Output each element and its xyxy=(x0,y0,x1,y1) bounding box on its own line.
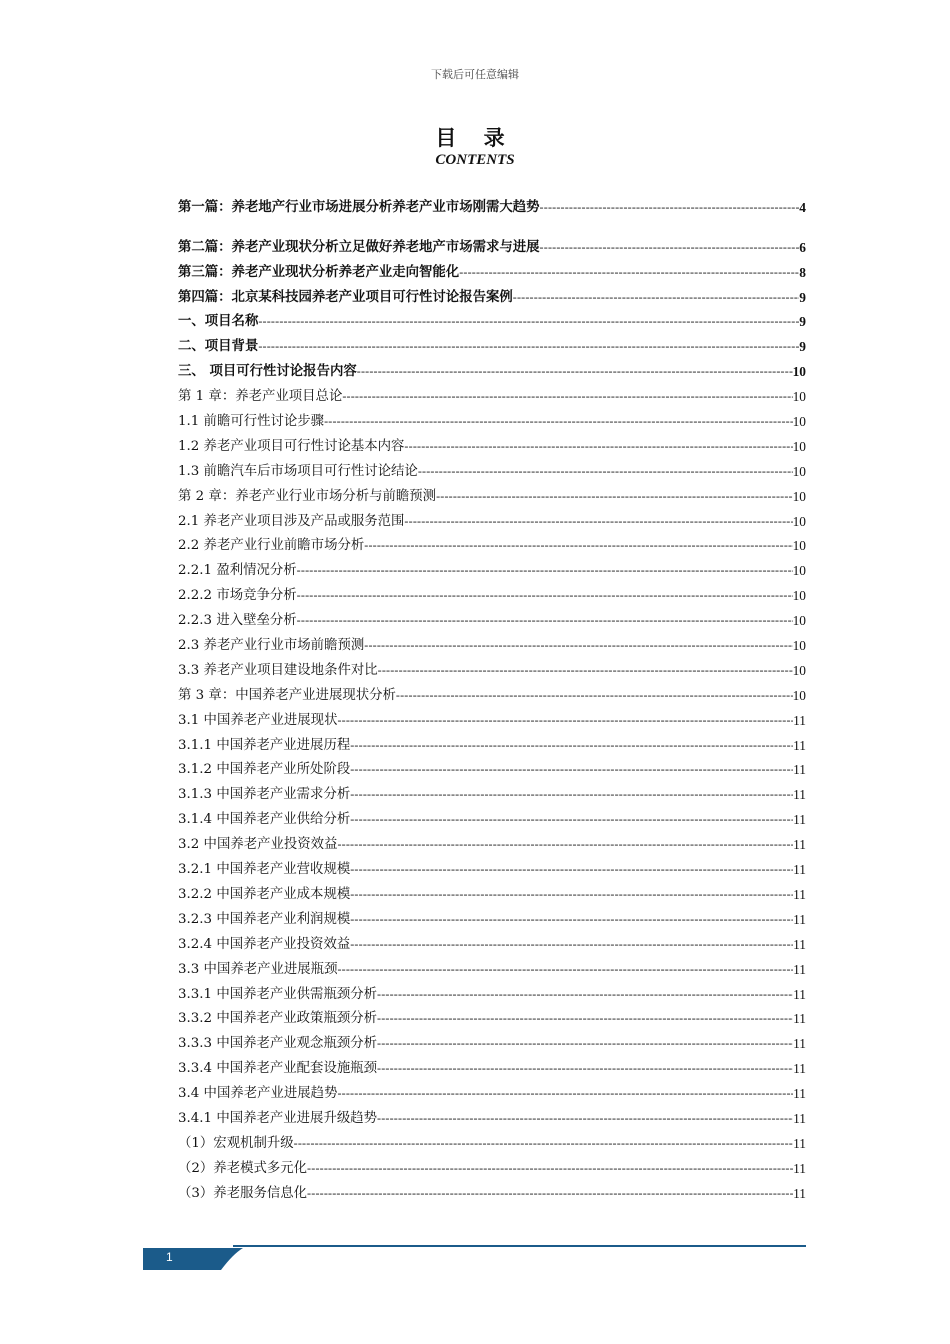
toc-entry-label: 3.3 养老产业项目建设地条件对比 xyxy=(178,662,378,678)
toc-entry-page: 10 xyxy=(792,563,806,579)
toc-entry-page: 4 xyxy=(799,199,806,215)
toc-entry-label: 一、项目名称 xyxy=(178,313,259,330)
toc-leader-dashes xyxy=(357,363,793,380)
toc-leader-dashes xyxy=(258,313,799,330)
page-number: 1 xyxy=(166,1250,173,1264)
footer-bar xyxy=(143,1244,806,1272)
toc-entry[interactable] xyxy=(178,1127,806,1152)
toc-leader-dashes xyxy=(350,786,793,803)
toc-entry-label: 3.2.3 中国养老产业利润规模 xyxy=(178,911,351,927)
toc-entry[interactable] xyxy=(178,480,806,505)
toc-entry[interactable] xyxy=(178,629,806,654)
toc-entry-page: 10 xyxy=(792,364,806,380)
toc-entry-page: 11 xyxy=(793,737,806,753)
toc-entry[interactable] xyxy=(178,878,806,903)
toc-entry-page: 11 xyxy=(793,712,806,728)
toc-leader-dashes xyxy=(337,712,793,729)
toc-entry[interactable] xyxy=(178,654,806,679)
toc-entry-label: 1.1 前瞻可行性讨论步骤 xyxy=(178,414,325,430)
toc-entry[interactable] xyxy=(178,1052,806,1077)
toc-leader-dashes xyxy=(350,886,793,903)
toc-entry-label: 3.1.3 中国养老产业需求分析 xyxy=(178,787,351,803)
toc-leader-dashes xyxy=(418,463,793,480)
toc-entry[interactable] xyxy=(178,1027,806,1052)
toc-leader-dashes xyxy=(307,1160,793,1177)
toc-entry-label: 3.4 中国养老产业进展趋势 xyxy=(178,1086,338,1102)
toc-entry-page: 10 xyxy=(792,488,806,504)
toc-entry[interactable] xyxy=(178,1077,806,1102)
toc-entry-label: 第一篇：养老地产行业市场进展分析养老产业市场刚需大趋势 xyxy=(178,198,540,215)
toc-leader-dashes xyxy=(350,737,793,754)
toc-entry[interactable] xyxy=(178,928,806,953)
toc-entry-label: 第 1 章：养老产业项目总论 xyxy=(178,389,343,405)
toc-entry[interactable] xyxy=(178,430,806,455)
toc-entry-label: 第 3 章：中国养老产业进展现状分析 xyxy=(178,687,396,703)
toc-entry[interactable] xyxy=(178,1102,806,1127)
toc-entry[interactable] xyxy=(178,953,806,978)
toc-entry[interactable] xyxy=(178,455,806,480)
toc-entry-page: 9 xyxy=(799,339,806,355)
toc-leader-dashes xyxy=(436,488,793,505)
toc-leader-dashes xyxy=(342,388,792,405)
toc-entry[interactable] xyxy=(178,679,806,704)
toc-entry-label: （3）养老服务信息化 xyxy=(178,1185,308,1201)
toc-entry-page: 11 xyxy=(793,1011,806,1027)
toc-entry-page: 10 xyxy=(792,538,806,554)
toc-entry[interactable] xyxy=(178,505,806,530)
toc-entry[interactable] xyxy=(178,729,806,754)
toc-entry-label: 第 2 章：养老产业行业市场分析与前瞻预测 xyxy=(178,488,437,504)
toc-entry-label: 3.2 中国养老产业投资效益 xyxy=(178,837,338,853)
toc-entry-page: 10 xyxy=(792,438,806,454)
toc-entry-label: 2.1 养老产业项目涉及产品或服务范围 xyxy=(178,513,405,529)
toc-leader-dashes xyxy=(404,438,792,455)
toc-leader-dashes xyxy=(377,1010,793,1027)
toc-entry[interactable] xyxy=(178,231,806,256)
toc-entry-page: 10 xyxy=(792,513,806,529)
toc-entry[interactable] xyxy=(178,256,806,281)
toc-entry-page: 11 xyxy=(793,837,806,853)
toc-entry[interactable] xyxy=(178,1177,806,1202)
toc-entry-page: 11 xyxy=(793,787,806,803)
toc-entry-label: 2.2.1 盈利情况分析 xyxy=(178,563,297,579)
toc-leader-dashes xyxy=(459,264,799,281)
toc-entry-label: 3.3.3 中国养老产业观念瓶颈分析 xyxy=(178,1036,378,1052)
toc-entry-page: 10 xyxy=(792,389,806,405)
toc-entry[interactable] xyxy=(178,1003,806,1028)
toc-entry[interactable] xyxy=(178,903,806,928)
toc-entry[interactable] xyxy=(178,191,806,216)
toc-leader-dashes xyxy=(297,612,793,629)
toc-entry[interactable] xyxy=(178,828,806,853)
toc-entry-label: （2）养老模式多元化 xyxy=(178,1160,308,1176)
toc-entry-page: 11 xyxy=(793,862,806,878)
toc-entry-page: 10 xyxy=(792,662,806,678)
toc-entry[interactable] xyxy=(178,754,806,779)
toc-entry-page: 10 xyxy=(792,638,806,654)
toc-entry-page: 11 xyxy=(793,886,806,902)
toc-entry-label: 3.3 中国养老产业进展瓶颈 xyxy=(178,961,338,977)
toc-entry-page: 11 xyxy=(793,1036,806,1052)
toc-leader-dashes xyxy=(377,1060,793,1077)
toc-entry-page: 11 xyxy=(793,762,806,778)
toc-entry-page: 11 xyxy=(793,1061,806,1077)
toc-entry-label: 三、 项目可行性讨论报告内容 xyxy=(178,363,357,380)
toc-entry-page: 11 xyxy=(793,1185,806,1201)
toc-entry-label: （1）宏观机制升级 xyxy=(178,1135,294,1151)
toc-leader-dashes xyxy=(377,986,793,1003)
toc-entry-label: 3.2.2 中国养老产业成本规模 xyxy=(178,886,351,902)
toc-leader-dashes xyxy=(337,1085,793,1102)
toc-entry-label: 3.1 中国养老产业进展现状 xyxy=(178,712,338,728)
toc-entry-page: 11 xyxy=(793,986,806,1002)
toc-entry-label: 3.2.1 中国养老产业营收规模 xyxy=(178,862,351,878)
toc-entry-page: 10 xyxy=(792,414,806,430)
toc-entry-page: 11 xyxy=(793,911,806,927)
toc-leader-dashes xyxy=(540,199,800,216)
toc-leader-dashes xyxy=(294,1135,793,1152)
toc-entry-page: 11 xyxy=(793,936,806,952)
toc-entry-label: 3.2.4 中国养老产业投资效益 xyxy=(178,936,351,952)
toc-leader-dashes xyxy=(324,413,793,430)
toc-entry[interactable] xyxy=(178,778,806,803)
toc-entry-page: 10 xyxy=(792,588,806,604)
toc-leader-dashes xyxy=(307,1185,793,1202)
toc-leader-dashes xyxy=(513,289,800,306)
toc-entry-label: 3.1.2 中国养老产业所处阶段 xyxy=(178,762,351,778)
toc-entry[interactable] xyxy=(178,330,806,355)
toc-entry[interactable] xyxy=(178,604,806,629)
toc-entry-page: 11 xyxy=(793,1135,806,1151)
toc-entry-label: 3.1.1 中国养老产业进展历程 xyxy=(178,737,351,753)
toc-entry-page: 11 xyxy=(793,1110,806,1126)
toc-entry-label: 2.2.2 市场竞争分析 xyxy=(178,588,297,604)
footer-accent-shape xyxy=(143,1248,243,1270)
page-subtitle: CONTENTS xyxy=(435,152,515,168)
toc-entry[interactable] xyxy=(178,554,806,579)
toc-leader-dashes xyxy=(350,811,793,828)
toc-entry-page: 11 xyxy=(793,812,806,828)
toc-entry-page: 11 xyxy=(793,1086,806,1102)
toc-entry-page: 8 xyxy=(799,264,806,280)
toc-entry-label: 1.3 前瞻汽车后市场项目可行性讨论结论 xyxy=(178,463,418,479)
toc-leader-dashes xyxy=(377,1035,793,1052)
toc-entry[interactable] xyxy=(178,355,806,380)
toc-entry[interactable] xyxy=(178,579,806,604)
header-note: 下载后可任意编辑 xyxy=(431,68,519,81)
toc-entry-page: 11 xyxy=(793,961,806,977)
toc-entry-label: 3.3.2 中国养老产业政策瓶颈分析 xyxy=(178,1011,378,1027)
table-of-contents xyxy=(178,191,806,1202)
toc-entry[interactable] xyxy=(178,803,806,828)
toc-entry-page: 10 xyxy=(792,613,806,629)
toc-entry[interactable] xyxy=(178,281,806,306)
toc-entry-page: 6 xyxy=(799,239,806,255)
toc-entry-page: 9 xyxy=(799,314,806,330)
toc-leader-dashes xyxy=(404,513,792,530)
toc-entry[interactable] xyxy=(178,978,806,1003)
toc-leader-dashes xyxy=(377,1110,793,1127)
toc-entry-label: 3.3.1 中国养老产业供需瓶颈分析 xyxy=(178,986,378,1002)
toc-entry-label: 3.1.4 中国养老产业供给分析 xyxy=(178,812,351,828)
toc-leader-dashes xyxy=(350,911,793,928)
toc-entry-label: 2.2 养老产业行业前瞻市场分析 xyxy=(178,538,365,554)
toc-leader-dashes xyxy=(378,662,793,679)
toc-leader-dashes xyxy=(364,637,792,654)
toc-entry-label: 3.4.1 中国养老产业进展升级趋势 xyxy=(178,1110,378,1126)
toc-entry-label: 二、项目背景 xyxy=(178,338,259,355)
toc-leader-dashes xyxy=(337,836,793,853)
toc-leader-dashes xyxy=(350,861,793,878)
toc-leader-dashes xyxy=(337,961,793,978)
toc-entry[interactable] xyxy=(178,1152,806,1177)
toc-entry-label: 第四篇：北京某科技园养老产业项目可行性讨论报告案例 xyxy=(178,288,513,305)
toc-entry[interactable] xyxy=(178,405,806,430)
toc-entry-label: 2.2.3 进入壁垒分析 xyxy=(178,613,297,629)
toc-entry-label: 第三篇：养老产业现状分析养老产业走向智能化 xyxy=(178,263,460,280)
toc-leader-dashes xyxy=(396,687,793,704)
toc-entry[interactable] xyxy=(178,306,806,331)
toc-entry-page: 10 xyxy=(792,463,806,479)
toc-entry-page: 9 xyxy=(799,289,806,305)
toc-leader-dashes xyxy=(540,239,800,256)
toc-entry-label: 3.3.4 中国养老产业配套设施瓶颈 xyxy=(178,1061,378,1077)
toc-entry-page: 10 xyxy=(792,687,806,703)
toc-leader-dashes xyxy=(297,587,793,604)
toc-leader-dashes xyxy=(364,537,792,554)
toc-entry[interactable] xyxy=(178,704,806,729)
footer-rule xyxy=(233,1245,806,1247)
toc-leader-dashes xyxy=(258,338,799,355)
toc-leader-dashes xyxy=(297,562,793,579)
toc-leader-dashes xyxy=(350,936,793,953)
toc-entry[interactable] xyxy=(178,530,806,555)
toc-entry-page: 11 xyxy=(793,1160,806,1176)
toc-entry-label: 1.2 养老产业项目可行性讨论基本内容 xyxy=(178,438,405,454)
toc-entry-label: 第二篇：养老产业现状分析立足做好养老地产市场需求与进展 xyxy=(178,238,540,255)
toc-entry[interactable] xyxy=(178,380,806,405)
page-title: 目 录 xyxy=(435,125,515,150)
toc-entry-label: 2.3 养老产业行业市场前瞻预测 xyxy=(178,638,365,654)
toc-leader-dashes xyxy=(350,761,793,778)
toc-entry[interactable] xyxy=(178,853,806,878)
